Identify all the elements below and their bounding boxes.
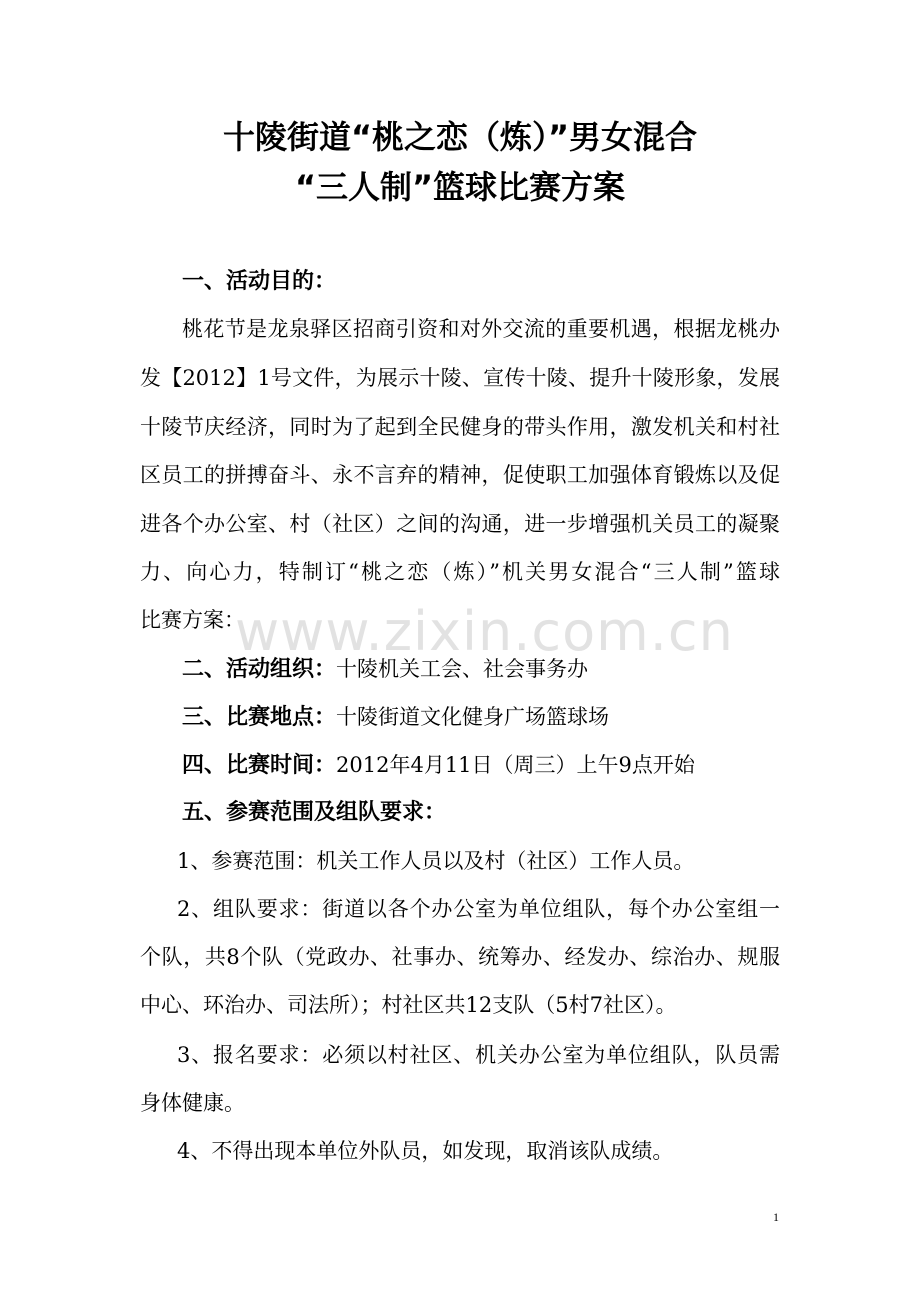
section2-line <box>182 657 780 682</box>
section1-line: 发【2012】1号文件，为展示十陵、宣传十陵、提升十陵形象，发展 <box>140 366 780 390</box>
section3-text: 十陵街道文化健身广场篮球场 <box>336 705 610 729</box>
section1-line: 桃花节是龙泉驿区招商引资和对外交流的重要机遇，根据龙桃办 <box>182 317 780 341</box>
section5-heading: 五、参赛范围及组队要求： <box>182 800 447 825</box>
watermark: www.zixin.com.cn <box>235 600 734 663</box>
section1-line: 比赛方案： <box>140 608 245 632</box>
section4-line <box>182 753 780 778</box>
document-title-line2: “三人制”篮球比赛方案 <box>294 168 626 206</box>
section5-item3-line: 3、报名要求：必须以村社区、机关办公室为单位组队，队员需 <box>177 1043 780 1067</box>
section5-item4: 4、不得出现本单位外队员，如发现，取消该队成绩。 <box>177 1139 674 1163</box>
section1-line: 十陵节庆经济，同时为了起到全民健身的带头作用，激发机关和村社 <box>140 415 780 439</box>
section5-item2-line: 中心、环治办、司法所）；村社区共12支队（5村7社区）。 <box>140 993 677 1017</box>
section4-heading: 四、比赛时间： <box>182 753 337 778</box>
section4-text: 2012年4月11日（周三）上午9点开始 <box>336 753 695 777</box>
section2-heading: 二、活动组织： <box>182 657 337 682</box>
section1-line: 进各个办公室、村（社区）之间的沟通，进一步增强机关员工的凝聚 <box>140 512 780 536</box>
section3-heading: 三、比赛地点： <box>182 705 337 730</box>
section5-item2-line: 个队，共8个队（党政办、社事办、统筹办、经发办、综治办、规服 <box>140 945 780 969</box>
section5-item1: 1、参赛范围：机关工作人员以及村（社区）工作人员。 <box>177 849 695 873</box>
section5-item2-line: 2、组队要求：街道以各个办公室为单位组队，每个办公室组一 <box>177 897 780 921</box>
section3-line <box>182 705 780 730</box>
section5-item3-line: 身体健康。 <box>140 1091 245 1115</box>
page-number: 1 <box>773 1210 779 1224</box>
section1-heading: 一、活动目的： <box>182 269 337 294</box>
document-title-line1: 十陵街道“桃之恋（炼）”男女混合 <box>222 118 698 156</box>
section2-text: 十陵机关工会、社会事务办 <box>336 657 589 681</box>
section1-line: 区员工的拼搏奋斗、永不言弃的精神，促使职工加强体育锻炼以及促 <box>140 463 780 487</box>
section1-line: 力、向心力，特制订“桃之恋（炼）”机关男女混合“三人制”篮球 <box>140 560 780 584</box>
